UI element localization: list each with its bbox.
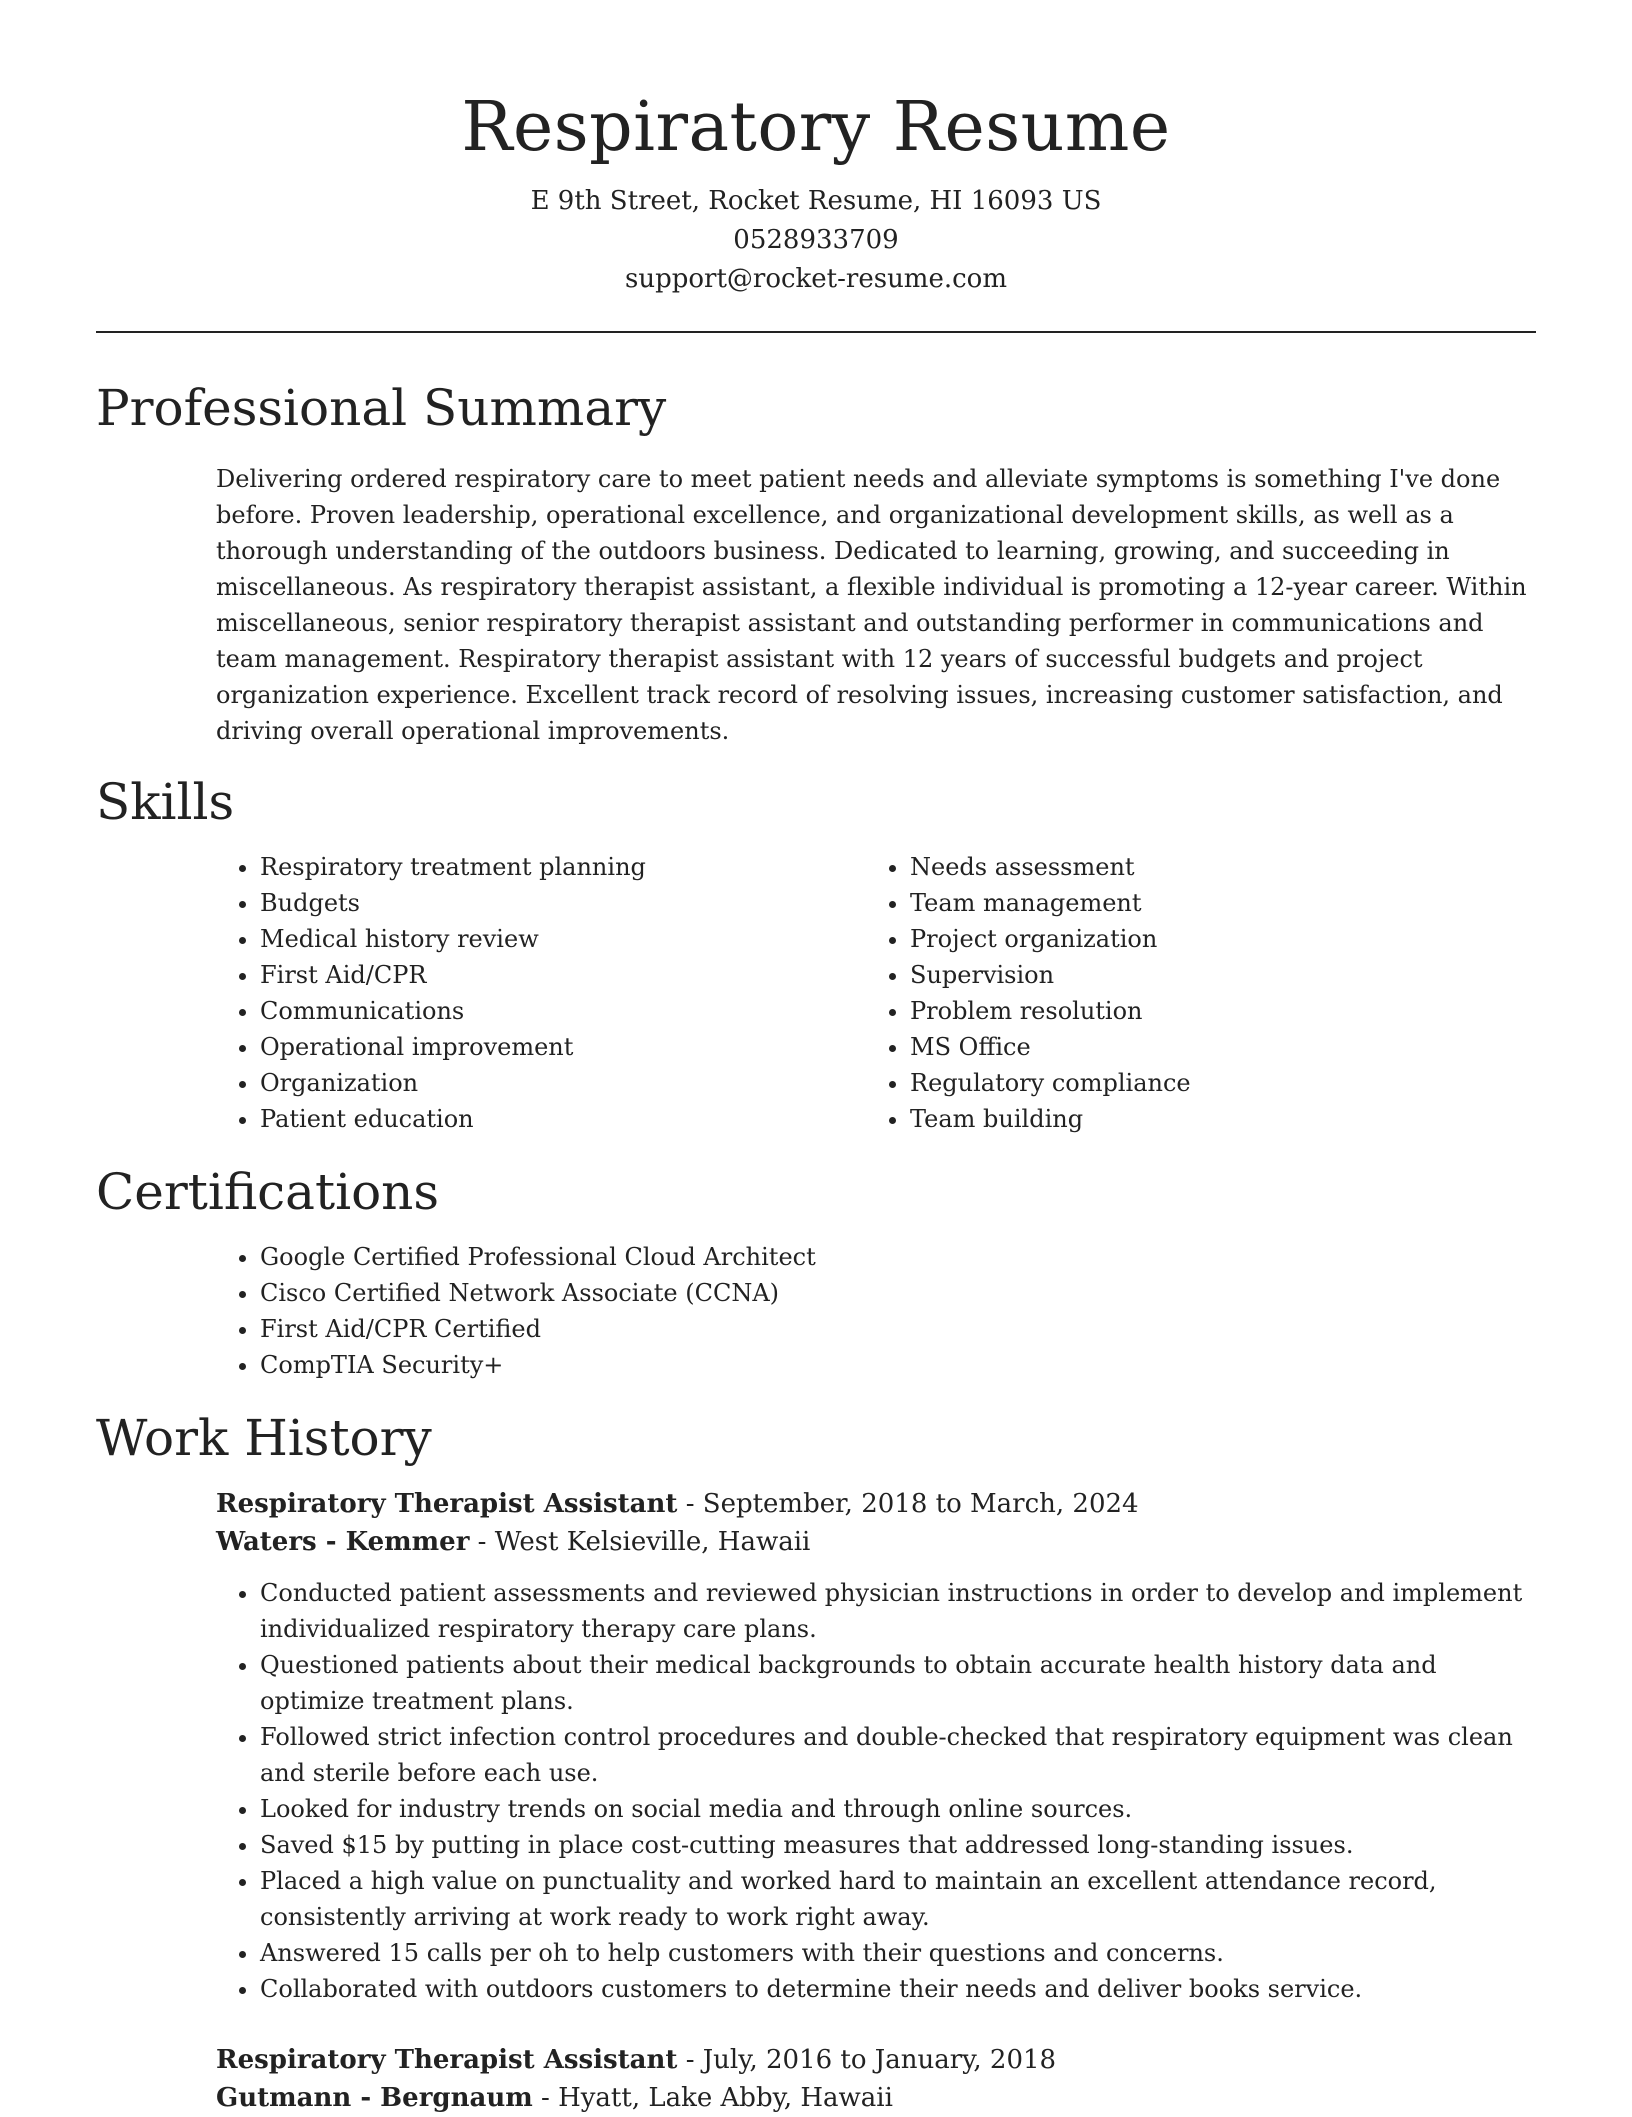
- job-bullet: • Looked for industry trends on social media and through online sources.: [260, 1791, 1536, 1827]
- certifications-section: [96, 1159, 1536, 1383]
- resume-name: Respiratory Resume: [461, 88, 1171, 167]
- skills-right-column: [866, 849, 1516, 1137]
- skills-left-column: [216, 849, 866, 1137]
- job-title: Respiratory Therapist Assistant: [216, 2045, 678, 2075]
- job-bullets: [216, 1575, 1536, 2007]
- skill-item: • Problem resolution: [910, 993, 1516, 1029]
- certification-item: • First Aid/CPR Certified: [260, 1311, 1536, 1347]
- skill-item: • First Aid/CPR: [260, 957, 866, 993]
- job-bullet: • Answered 15 calls per oh to help customers with their questions and concerns.: [260, 1935, 1536, 1971]
- skill-item: • Operational improvement: [260, 1029, 866, 1065]
- skills-columns: [216, 849, 1536, 1137]
- certifications-heading: Certifications: [96, 1163, 440, 1221]
- address: E 9th Street, Rocket Resume, HI 16093 US: [530, 186, 1102, 216]
- header-divider: [96, 331, 1536, 333]
- job-location: - Hyatt, Lake Abby, Hawaii: [532, 2083, 893, 2113]
- skills-heading: Skills: [96, 773, 235, 831]
- job-bullet: • Conducted patient assessments and reviewed physician instructions in order to develop and implement individualized respiratory therapy care plans.: [260, 1575, 1536, 1647]
- summary-heading: Professional Summary: [96, 379, 667, 437]
- job-title-line: [216, 2041, 1536, 2079]
- resume-page: [96, 0, 1536, 2117]
- job-entry: [216, 2041, 1536, 2117]
- skill-item: • MS Office: [910, 1029, 1516, 1065]
- skill-item: • Respiratory treatment planning: [260, 849, 866, 885]
- skill-item: • Supervision: [910, 957, 1516, 993]
- skill-item: • Budgets: [260, 885, 866, 921]
- job-dates: - July, 2016 to January, 2018: [677, 2045, 1057, 2075]
- skill-item: • Needs assessment: [910, 849, 1516, 885]
- skill-item: • Organization: [260, 1065, 866, 1101]
- skill-item: • Patient education: [260, 1101, 866, 1137]
- job-location: - West Kelsieville, Hawaii: [469, 1527, 811, 1557]
- job-bullet: • Collaborated with outdoors customers to determine their needs and deliver books service.: [260, 1971, 1536, 2007]
- certifications-list: [216, 1239, 1536, 1383]
- job-company: Gutmann - Bergnaum: [216, 2083, 533, 2113]
- work-history-section: [96, 1405, 1536, 2117]
- contact-info: [96, 182, 1536, 299]
- email: support@rocket-resume.com: [624, 264, 1007, 294]
- summary-section: [96, 375, 1536, 749]
- skill-item: • Communications: [260, 993, 866, 1029]
- certification-item: • CompTIA Security+: [260, 1347, 1536, 1383]
- job-bullet: • Placed a high value on punctuality and worked hard to maintain an excellent attendance record, consistently arriving at work ready to work right away.: [260, 1863, 1536, 1935]
- job-bullet: • Questioned patients about their medical backgrounds to obtain accurate health history data and optimize treatment plans.: [260, 1647, 1536, 1719]
- summary-text: Delivering ordered respiratory care to meet patient needs and alleviate symptoms is something I've done before. Proven leadership, operational excellence, and organizational development skills, as well as a thorough understanding of the outdoors business. Dedicated to learning, growing, and succeeding in miscellaneous. As respiratory therapist assistant, a flexible individual is promoting a 12-year career. Within miscellaneous, senior respiratory therapist assistant and outstanding performer in communications and team management. Respiratory therapist assistant with 12 years of successful budgets and project organization experience. Excellent track record of resolving issues, increasing customer satisfaction, and driving overall operational improvements.: [216, 465, 1527, 745]
- job-entry: [216, 1485, 1536, 2007]
- skill-item: • Team building: [910, 1101, 1516, 1137]
- job-company-line: [216, 1523, 1536, 1561]
- certification-item: • Cisco Certified Network Associate (CCNA): [260, 1275, 1536, 1311]
- skills-section: [96, 769, 1536, 1137]
- resume-header: [96, 0, 1536, 333]
- skill-item: • Project organization: [910, 921, 1516, 957]
- skill-item: • Regulatory compliance: [910, 1065, 1516, 1101]
- job-title-line: [216, 1485, 1536, 1523]
- job-company: Waters - Kemmer: [216, 1527, 470, 1557]
- job-bullet: • Saved $15 by putting in place cost-cutting measures that addressed long-standing issues.: [260, 1827, 1536, 1863]
- certification-item: • Google Certified Professional Cloud Architect: [260, 1239, 1536, 1275]
- job-dates: - September, 2018 to March, 2024: [677, 1489, 1139, 1519]
- work-history-heading: Work History: [96, 1409, 432, 1467]
- job-company-line: [216, 2079, 1536, 2117]
- skill-item: • Team management: [910, 885, 1516, 921]
- job-bullet: • Followed strict infection control procedures and double-checked that respiratory equipment was clean and sterile before each use.: [260, 1719, 1536, 1791]
- phone: 0528933709: [733, 225, 899, 255]
- skill-item: • Medical history review: [260, 921, 866, 957]
- job-title: Respiratory Therapist Assistant: [216, 1489, 678, 1519]
